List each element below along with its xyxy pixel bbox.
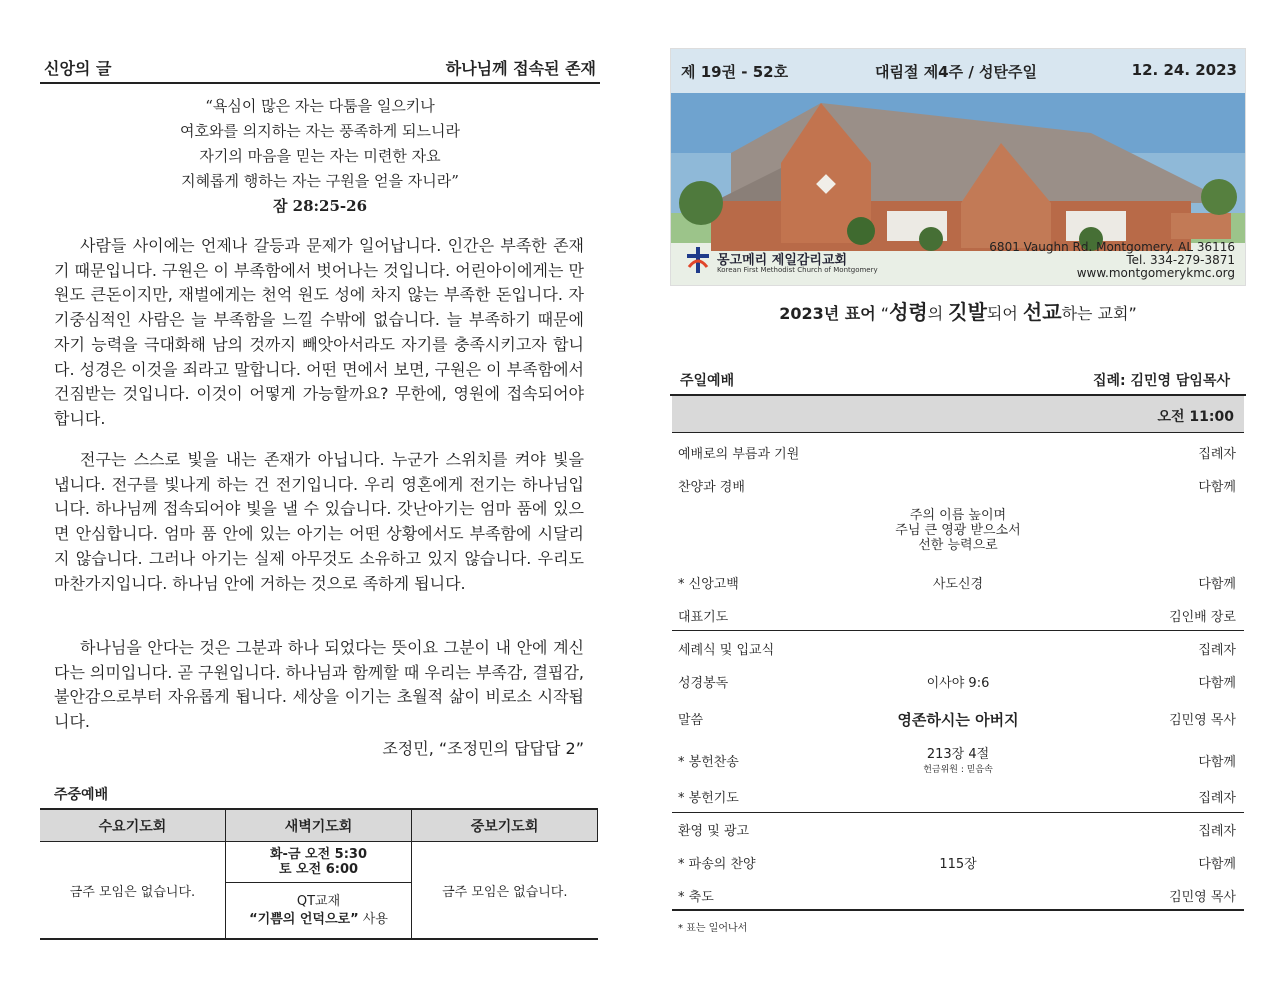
material-name: “기쁨의 언덕으로” <box>249 911 359 927</box>
service-title: 주일예배 <box>680 373 735 389</box>
order-detail: 115장 <box>939 857 977 872</box>
dawn-time: 토 오전 6:00 <box>278 862 359 877</box>
order-leader: 집례자 <box>1198 791 1236 806</box>
order-item: * 축도 <box>678 890 714 905</box>
motto-keyword: 성령 <box>889 300 928 324</box>
church-address <box>989 241 1235 280</box>
motto-text: “ <box>875 304 890 323</box>
year-motto <box>670 296 1246 325</box>
order-row <box>672 603 1244 625</box>
verse-reference: 잠 28:25-26 <box>272 197 368 215</box>
section-title: 신앙의 글 <box>44 59 112 78</box>
volume-number: 제 19권 - 52호 <box>681 63 789 81</box>
praise-song-list <box>670 508 1246 553</box>
order-leader: 김민영 목사 <box>1169 713 1236 728</box>
website[interactable]: www.montgomerykmc.org <box>1076 266 1235 280</box>
dawn-times-cell <box>225 842 411 883</box>
verse-line: 여호와를 의지하는 자는 풍족하게 되느니라 <box>180 122 460 140</box>
order-row <box>672 669 1244 691</box>
article-paragraph: 사람들 사이에는 언제나 갈등과 문제가 일어납니다. 인간은 부족한 존재기 때문입니다. 구원은 이 부족함에서 벗어나는 것입니다. 어린아이에게는 만 원도 큰돈이지만, 재벌에게는 천억 원도 성에 차지 않는 부족한 돈입니다. 자기중심적인 사람은 늘 부족함을 느낄 수밖에 없습니다. 늘 부족하기 때문에 자기 능력을 극대화해 남의 것까지 빼앗아서라도 자기를 충족시키고자 합니다. 성경은 이것을 죄라고 말합니다. 어떤 면에서 보면, 구원은 이 부족함에서 건짐받는 것입니다. 이것이 어떻게 가능할까요? 무한에, 영원에 접속되어야 합니다. <box>54 236 584 428</box>
order-leader: 김인배 장로 <box>1169 610 1236 625</box>
intercession-cell: 금주 모임은 없습니다. <box>412 842 598 940</box>
article-paragraph: 전구는 스스로 빛을 내는 존재가 아닙니다. 누군가 스위치를 켜야 빛을 냅니다. 전구를 빛나게 하는 건 전기입니다. 우리 영혼에게 전기는 하나님입니다. 하나님께 접속되어야 빛을 낼 수 있습니다. 갓난아기는 엄마 품에 있으면 안심합니다. 엄마 품 안에 있는 아기는 어떤 상황에서도 부족함에 시달리지 않습니다. 그러나 아기는 실제 아무것도 소유하고 있지 않습니다. 우리도 마찬가지입니다. 하나님 안에 거하는 것으로 족하게 됩니다. <box>54 450 584 593</box>
order-detail: 사도신경 <box>932 577 984 592</box>
church-name-english: Korean First Methodist Church of Montgomery <box>717 266 878 274</box>
table-header: 새벽기도회 <box>225 809 411 842</box>
order-leader: 집례자 <box>1198 447 1236 462</box>
table-header: 중보기도회 <box>412 809 598 842</box>
order-leader: 집례자 <box>1198 643 1236 658</box>
service-leader: 집례: 김민영 담임목사 <box>1092 373 1230 389</box>
offering-helper: 헌금위원 : 믿음속 <box>923 765 993 775</box>
order-item: 예배로의 부름과 기원 <box>678 447 800 462</box>
dawn-material-cell <box>225 883 411 940</box>
order-row <box>672 817 1244 839</box>
motto-text: 의 <box>927 304 949 323</box>
left-header <box>40 54 600 84</box>
sermon-title: 영존하시는 아버지 <box>897 711 1019 729</box>
motto-text: 하는 교회” <box>1061 304 1137 323</box>
material-label: QT교재 <box>296 893 341 909</box>
service-time-bar <box>672 396 1244 433</box>
scripture-quote <box>40 94 600 219</box>
left-page <box>40 0 600 989</box>
order-leader: 김민영 목사 <box>1169 890 1236 905</box>
order-item: 찬양과 경배 <box>678 480 745 495</box>
praise-song: 주님 큰 영광 받으소서 <box>895 523 1021 538</box>
bulletin-date: 12. 24. 2023 <box>1131 61 1237 79</box>
order-leader: 다함께 <box>1198 480 1236 495</box>
order-leader: 다함께 <box>1198 676 1236 691</box>
order-item: 대표기도 <box>678 610 729 625</box>
bulletin-banner <box>670 48 1246 286</box>
order-row <box>672 636 1244 658</box>
motto-text: 되어 <box>986 304 1023 323</box>
order-item: 말씀 <box>678 713 704 728</box>
article-title: 하나님께 접속된 존재 <box>445 59 596 78</box>
order-row <box>672 473 1244 495</box>
verse-line: “욕심이 많은 자는 다툼을 일으키나 <box>205 97 435 115</box>
order-row <box>672 883 1244 905</box>
section-divider <box>672 812 1244 813</box>
order-row <box>672 784 1244 806</box>
order-item: * 봉헌찬송 <box>678 755 739 770</box>
order-row <box>672 440 1244 462</box>
church-name: 몽고메리 제일감리교회 <box>717 253 848 268</box>
order-item: 성경봉독 <box>678 676 729 691</box>
banner-header <box>671 49 1245 93</box>
order-item: * 신앙고백 <box>678 577 739 592</box>
weekday-worship-title: 주중예배 <box>54 787 109 803</box>
material-line <box>227 911 410 929</box>
dawn-time: 화-금 오전 5:30 <box>269 847 367 862</box>
order-detail: 213장 4절 <box>926 747 990 762</box>
order-row <box>672 850 1244 872</box>
order-detail: 이사야 9:6 <box>926 676 990 691</box>
phone-number: Tel. 334-279-3871 <box>1126 253 1235 267</box>
order-row <box>672 570 1244 592</box>
order-leader: 다함께 <box>1198 857 1236 872</box>
street-address: 6801 Vaughn Rd. Montgomery. AL 36116 <box>989 240 1235 254</box>
standing-note: * 표는 일어나서 <box>678 923 748 934</box>
section-divider <box>672 909 1244 911</box>
praise-song: 주의 이름 높이며 <box>909 508 1007 523</box>
liturgical-title: 대림절 제4주 / 성탄주일 <box>875 63 1037 81</box>
church-logo <box>683 245 903 279</box>
motto-label: 2023년 표어 <box>779 304 876 323</box>
section-divider <box>672 630 1244 631</box>
order-item: 세례식 및 입교식 <box>678 643 775 658</box>
sunday-service-header <box>670 366 1246 396</box>
weekday-worship-table <box>40 808 598 940</box>
wednesday-cell: 금주 모임은 없습니다. <box>40 842 225 940</box>
right-page <box>670 0 1246 989</box>
order-row <box>672 706 1244 728</box>
verse-line: 지혜롭게 행하는 자는 구원을 얻을 자니라” <box>181 172 459 190</box>
motto-keyword: 깃발 <box>948 300 987 324</box>
article-source: 조정민, “조정민의 답답답 2” <box>382 739 584 758</box>
verse-line: 자기의 마음을 믿는 자는 미련한 자요 <box>199 147 441 165</box>
order-item: * 봉헌기도 <box>678 791 739 806</box>
material-suffix: 사용 <box>358 911 388 927</box>
motto-keyword: 선교 <box>1022 300 1062 324</box>
service-time: 오전 11:00 <box>1157 409 1234 425</box>
order-leader: 다함께 <box>1198 755 1236 770</box>
order-leader: 집례자 <box>1198 824 1236 839</box>
cross-flame-icon <box>683 245 713 275</box>
table-header: 수요기도회 <box>40 809 225 842</box>
order-leader: 다함께 <box>1198 577 1236 592</box>
article-paragraph: 하나님을 안다는 것은 그분과 하나 되었다는 뜻이요 그분이 내 안에 계신다는 의미입니다. 곧 구원입니다. 하나님과 함께할 때 우리는 부족감, 결핍감, 불안감으로부터 자유롭게 됩니다. 세상을 이기는 초월적 삶이 비로소 시작됩니다. <box>54 638 584 732</box>
praise-song: 선한 능력으로 <box>918 538 998 553</box>
order-item: 환영 및 광고 <box>678 824 750 839</box>
order-item: * 파송의 찬양 <box>678 857 756 872</box>
